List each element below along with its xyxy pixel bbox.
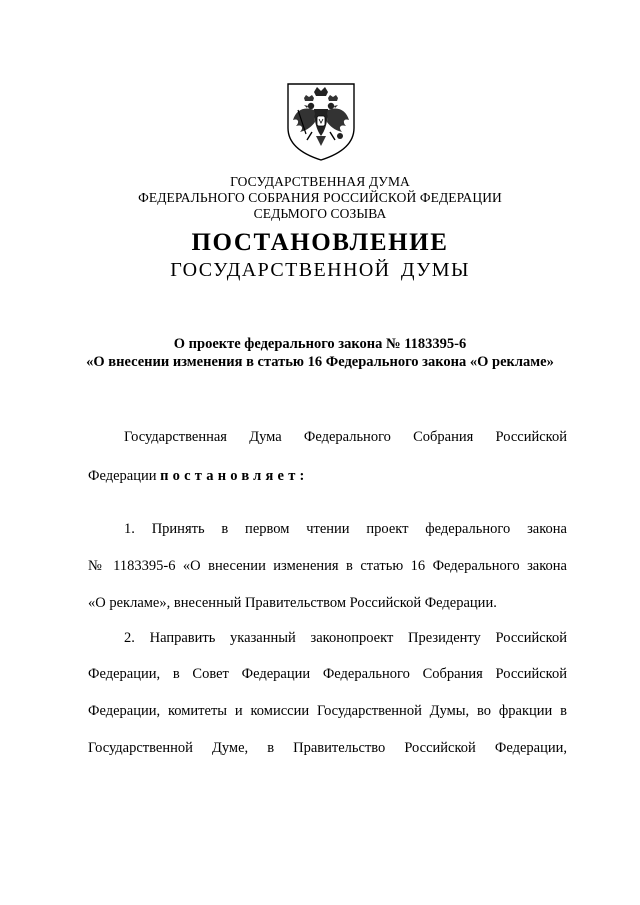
- russian-coat-of-arms-icon: [284, 80, 358, 162]
- paragraph-line: Федерации, в Совет Федерации Федерального Собрания Российской: [88, 666, 567, 682]
- paragraph-line: «О рекламе», внесенный Правительством Российской Федерации.: [88, 595, 497, 611]
- paragraph-line: № 1183395-6 «О внесении изменения в статью 16 Федерального закона: [88, 558, 567, 574]
- org-name-line: ГОСУДАРСТВЕННАЯ ДУМА: [230, 174, 410, 189]
- paragraph-line: Государственной Думе, в Правительство Российской Федерации,: [88, 740, 567, 756]
- preamble-line: [88, 467, 567, 485]
- document-type-title: ПОСТАНОВЛЕНИЕ: [191, 229, 449, 256]
- org-name-line: ФЕДЕРАЛЬНОГО СОБРАНИЯ РОССИЙСКОЙ ФЕДЕРАЦИИ: [138, 190, 502, 205]
- preamble-line: Государственная Дума Федерального Собрания Российской: [124, 429, 567, 445]
- resolution-keyword: постановляет:: [160, 468, 309, 484]
- paragraph-line: 1. Принять в первом чтении проект федерального закона: [124, 521, 567, 537]
- paragraph-line: Федерации, комитеты и комиссии Государственной Думы, во фракции в: [88, 703, 567, 719]
- preamble-text: Федерации: [88, 468, 161, 484]
- paragraph-line: 2. Направить указанный законопроект Президенту Российской: [124, 630, 567, 646]
- convocation-line: СЕДЬМОГО СОЗЫВА: [253, 206, 387, 221]
- document-issuer-title: ГОСУДАРСТВЕННОЙ ДУМЫ: [170, 259, 470, 281]
- subject-line: О проекте федерального закона № 1183395-6: [173, 336, 467, 352]
- subject-line: «О внесении изменения в статью 16 Федерального закона «О рекламе»: [86, 354, 554, 370]
